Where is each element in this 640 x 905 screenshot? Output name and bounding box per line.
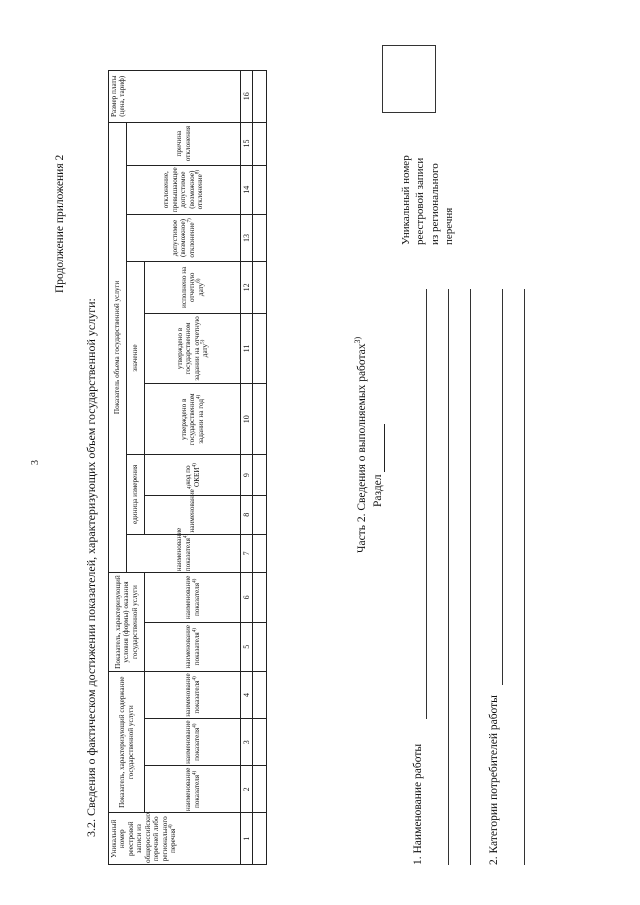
header-volume-indicator: Показатель объема государственной услуги [109, 122, 127, 573]
volume-indicators-table [108, 70, 267, 865]
work-name-line-3 [470, 289, 471, 865]
column-number: 15 [241, 122, 253, 165]
header-approved-year: утверждено в государственном задании на год$^{4)}$ [145, 384, 241, 455]
work-name-line-2 [448, 289, 449, 865]
column-number: 11 [241, 313, 253, 384]
column-number: 8 [241, 495, 253, 534]
header-unit: единица измерения [127, 455, 145, 534]
header-conditions-name-2: наименование показателя$^{4)}$ [145, 573, 241, 622]
column-number: 6 [241, 573, 253, 622]
section-title: 3.2. Сведения о фактическом достижении показателей, характеризующих объем государственной услуги: [84, 298, 98, 837]
header-volume-name: наименование показателя$^{4)}$ [127, 534, 241, 573]
table-row [253, 71, 267, 865]
consumer-categories-line-2 [524, 289, 525, 865]
column-numbers-row [241, 71, 253, 865]
header-unit-name: наименование$^{4)}$ [145, 495, 241, 534]
column-number: 4 [241, 671, 253, 718]
header-conditions-name-1: наименование показателя$^{4)}$ [145, 622, 241, 671]
column-number: 3 [241, 719, 253, 766]
header-unit-code: код по ОКЕИ$^{4)}$ [145, 455, 241, 496]
column-number: 10 [241, 384, 253, 455]
registry-number-label: Уникальный номер реестровой записи из регионального перечня [400, 155, 455, 245]
header-excess-deviation: отклонение, превышающее допустимое (возможное) отклонение$^{8)}$ [127, 165, 241, 214]
section-number-line [384, 424, 385, 472]
column-number: 12 [241, 262, 253, 314]
header-value: значение [127, 262, 145, 455]
header-content-indicator: Показатель, характеризующий содержание государственной услуги [109, 671, 145, 813]
header-registry-number: Уникальный номер реестровой записи из общероссийских перечней либо регионального перечня$^{4)}$ [109, 813, 241, 865]
part2-title: Часть 2. Сведения о выполняемых работах$^{3)}$ [353, 336, 368, 553]
page-number: 3 [30, 460, 41, 465]
column-number: 16 [241, 71, 253, 123]
header-allowed-deviation: допустимое (возможное) отклонение$^{7)}$ [127, 214, 241, 261]
header-content-name-1: наименование показателя$^{4)}$ [145, 766, 241, 813]
registry-number-box [382, 45, 436, 113]
header-content-name-3: наименование показателя$^{4)}$ [145, 671, 241, 718]
section-label: Раздел [372, 474, 384, 507]
column-number: 7 [241, 534, 253, 573]
header-approved-date: утверждено в государственном задании на отчетную дату$^{5)}$ [145, 313, 241, 384]
column-number: 1 [241, 813, 253, 865]
column-number: 13 [241, 214, 253, 261]
consumer-categories-label: 2. Категории потребителей работы [488, 695, 500, 865]
work-name-label: 1. Наименование работы [412, 743, 424, 865]
header-executed-date: исполнено на отчетную дату$^{6)}$ [145, 262, 241, 314]
continuation-label: Продолжение приложения 2 [54, 154, 66, 293]
work-name-line-1 [426, 289, 427, 719]
header-fee: Размер платы (цена, тариф) [109, 71, 241, 123]
consumer-categories-line-1 [502, 289, 503, 685]
header-deviation-reason: причина отклонения [127, 122, 241, 165]
column-number: 14 [241, 165, 253, 214]
header-conditions-indicator: Показатель, характеризующий условия (формы) оказания государственной услуги [109, 573, 145, 672]
column-number: 2 [241, 766, 253, 813]
header-content-name-2: наименование показателя$^{4)}$ [145, 719, 241, 766]
column-number: 9 [241, 455, 253, 496]
column-number: 5 [241, 622, 253, 671]
